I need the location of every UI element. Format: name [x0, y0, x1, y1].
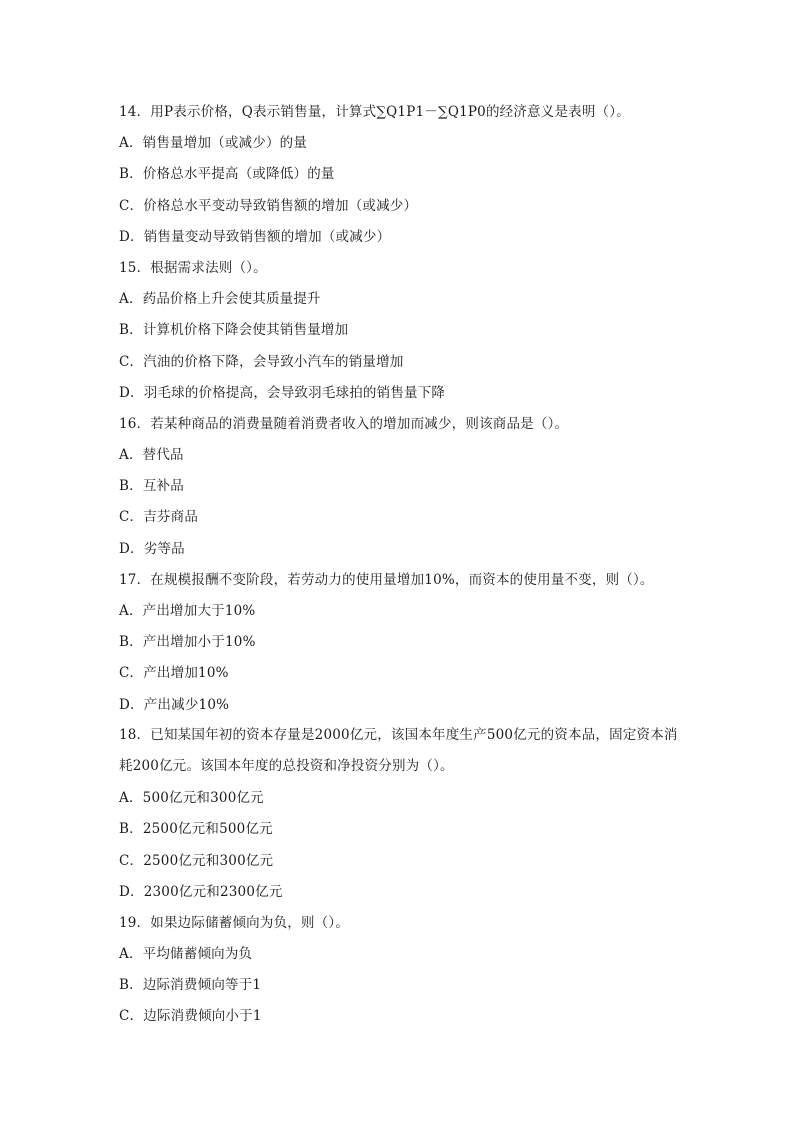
question-14-option-d: D．销售量变动导致销售额的增加（或减少）: [119, 228, 391, 245]
question-18-option-b: B．2500亿元和500亿元: [119, 821, 273, 838]
question-16-option-c: C．吉芬商品: [119, 509, 199, 526]
question-17-stem: 17．在规模报酬不变阶段，若劳动力的使用量增加10%，而资本的使用量不变，则（）。: [119, 571, 654, 588]
document-body: [119, 101, 679, 1037]
question-19-option-c: C．边际消费倾向小于1: [119, 1008, 262, 1025]
question-16-stem: 16．若某种商品的消费量随着消费者收入的增加而减少，则该商品是（）。: [119, 415, 569, 432]
question-16-option-a: A．替代品: [119, 447, 184, 464]
question-14-stem: 14．用P表示价格，Q表示销售量，计算式∑Q1P1－∑Q1P0的经济意义是表明（）。: [119, 104, 630, 120]
question-16-option-d: D．劣等品: [119, 540, 185, 557]
question-17-option-b: B．产出增加小于10%: [119, 634, 256, 651]
question-19-option-a: A．平均储蓄倾向为负: [119, 946, 253, 963]
question-17-option-c: C．产出增加10%: [119, 665, 229, 682]
question-16-option-b: B．互补品: [119, 478, 184, 495]
question-15-option-d: D．羽毛球的价格提高，会导致羽毛球拍的销售量下降: [119, 384, 446, 401]
question-19-option-b: B．边际消费倾向等于1: [119, 977, 262, 994]
question-14-option-c: C．价格总水平变动导致销售额的增加（或减少）: [119, 197, 418, 214]
question-18-option-c: C．2500亿元和300亿元: [119, 852, 274, 869]
question-19-stem: 19．如果边际储蓄倾向为负，则（）。: [119, 914, 350, 931]
question-14-option-a: A．销售量增加（或减少）的量: [119, 135, 308, 152]
question-14-option-b: B．价格总水平提高（或降低）的量: [119, 166, 335, 183]
question-17-option-d: D．产出减少10%: [119, 696, 230, 713]
question-18-stem: 18．已知某国年初的资本存量是2000亿元，该国本年度生产500亿元的资本品，固定资本消耗200亿元。该国本年度的总投资和净投资分别为（）。: [119, 727, 678, 775]
question-15-option-b: B．计算机价格下降会使其销售量增加: [119, 322, 349, 339]
question-17-option-a: A．产出增加大于10%: [119, 603, 256, 619]
question-18-option-d: D．2300亿元和2300亿元: [119, 883, 283, 900]
question-15-option-a: A．药品价格上升会使其质量提升: [119, 291, 321, 308]
question-18-option-a: A．500亿元和300亿元: [119, 790, 264, 807]
question-15-option-c: C．汽油的价格下降，会导致小汽车的销量增加: [119, 353, 404, 370]
question-15-stem: 15．根据需求法则（）。: [119, 259, 267, 276]
